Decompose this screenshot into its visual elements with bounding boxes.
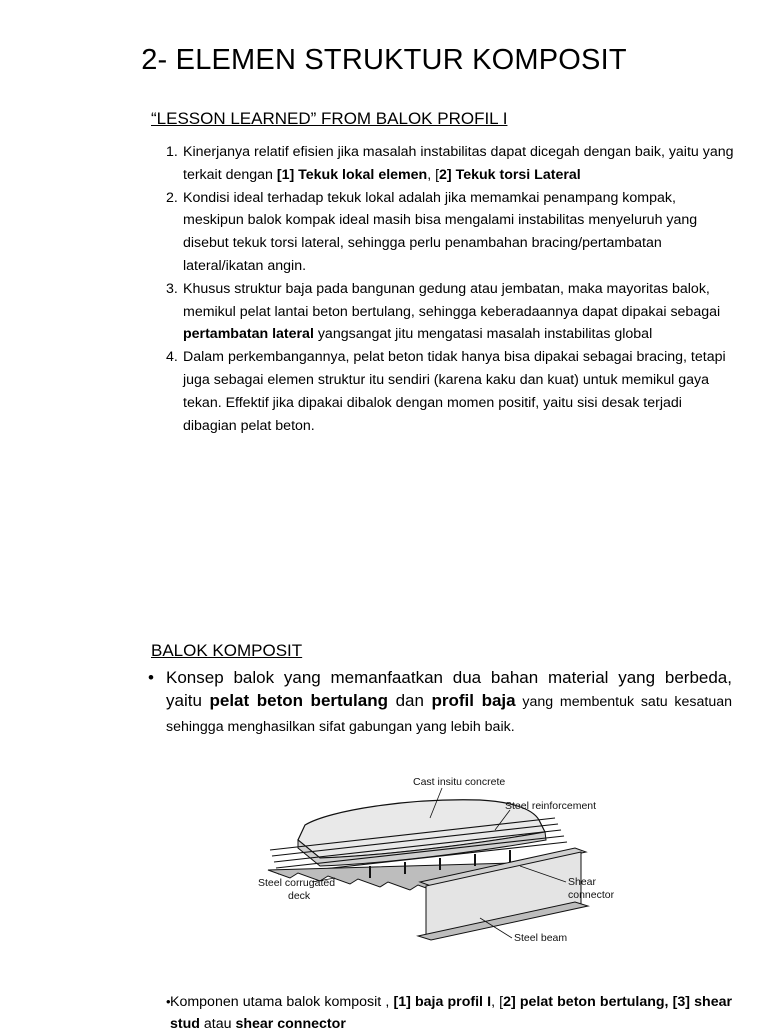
page-title: 2- ELEMEN STRUKTUR KOMPOSIT: [141, 44, 627, 76]
lesson-number: 2.: [166, 189, 178, 206]
lesson-text: Khusus struktur baja pada bangunan gedung atau jembatan, maka mayoritas balok, memikul pelat lantai beton bertulang, sehingga keberadaannya dapat dipakai sebagai: [183, 280, 721, 320]
lesson-item: [166, 346, 739, 437]
lesson-number: 3.: [166, 280, 178, 297]
lesson-list: [166, 141, 739, 437]
lesson-text: yangsangat jitu mengatasi masalah instabilitas global: [313, 326, 653, 343]
label-shear: connector: [568, 889, 615, 901]
label-concrete: Cast insitu concrete: [413, 776, 506, 788]
balok-komposit-paragraph: [166, 666, 732, 739]
bullet-icon: •: [166, 994, 171, 1009]
lesson-text: Kondisi ideal terhadap tekuk lokal adalah jika memamkai penampang kompak, meskipun balok kompak ideal masih bisa mengalami instabilitas menyeluruh yang disebut tekuk torsi lateral, sehingga perlu penambahan bracing/pertambatan lateral/ikatan angin.: [183, 189, 698, 274]
paragraph-bold: shear connector: [235, 1016, 346, 1032]
lesson-bold-text: pertambatan lateral: [183, 326, 314, 343]
lesson-bold-text: [1] Tekuk lokal elemen: [276, 166, 428, 183]
paragraph-text: Konsep balok yang memanfaatkan dua bahan material yang berbeda, yaitu: [166, 668, 732, 710]
paragraph-bold: pelat beton bertulang: [209, 691, 389, 710]
balok-komposit-heading: BALOK KOMPOSIT: [151, 641, 303, 660]
label-beam: Steel beam: [514, 932, 568, 944]
lesson-item: [166, 278, 739, 346]
bullet-icon: •: [148, 668, 154, 687]
paragraph-bold: [1] baja profil I: [393, 994, 492, 1010]
paragraph-text: Komponen utama balok komposit ,: [170, 994, 394, 1010]
lesson-text: Kinerjanya relatif efisien jika masalah instabilitas dapat dicegah dengan baik, yaitu yang terkait dengan: [183, 144, 734, 183]
paragraph-bold: profil baja: [431, 691, 516, 710]
components-paragraph: [170, 991, 732, 1035]
paragraph-bold: 2] pelat beton bertulang, [3] shear stud: [170, 994, 732, 1032]
label-shear: Shear: [568, 876, 597, 888]
lesson-number: 1.: [166, 144, 178, 160]
label-deck: deck: [288, 890, 311, 902]
label-deck: Steel corrugated: [258, 877, 336, 889]
paragraph-text: yang membentuk satu kesatuan sehingga menghasilkan sifat gabungan yang lebih baik.: [166, 694, 733, 735]
paragraph-text: , [: [491, 994, 504, 1010]
paragraph-text: atau: [199, 1016, 236, 1032]
lesson-number: 4.: [166, 349, 178, 366]
lesson-item: [166, 187, 739, 278]
lesson-item: [166, 141, 739, 187]
paragraph-text: dan: [388, 691, 432, 710]
label-reinforcement: Steel reinforcement: [505, 800, 597, 812]
lesson-text: , [: [427, 166, 440, 183]
lesson-text: Dalam perkembangannya, pelat beton tidak hanya bisa dipakai sebagai bracing, tetapi juga sebagai elemen struktur itu sendiri (karena kaku dan kuat) untuk memikul gaya tekan. Effektif jika dipakai dibalok dengan momen positif, yaitu sisi desak terjadi dibagian pelat beton.: [183, 349, 726, 434]
composite-beam-diagram: [250, 770, 620, 955]
lesson-bold-text: 2] Tekuk torsi Lateral: [439, 166, 581, 183]
section-subtitle: “LESSON LEARNED” FROM BALOK PROFIL I: [151, 109, 508, 128]
